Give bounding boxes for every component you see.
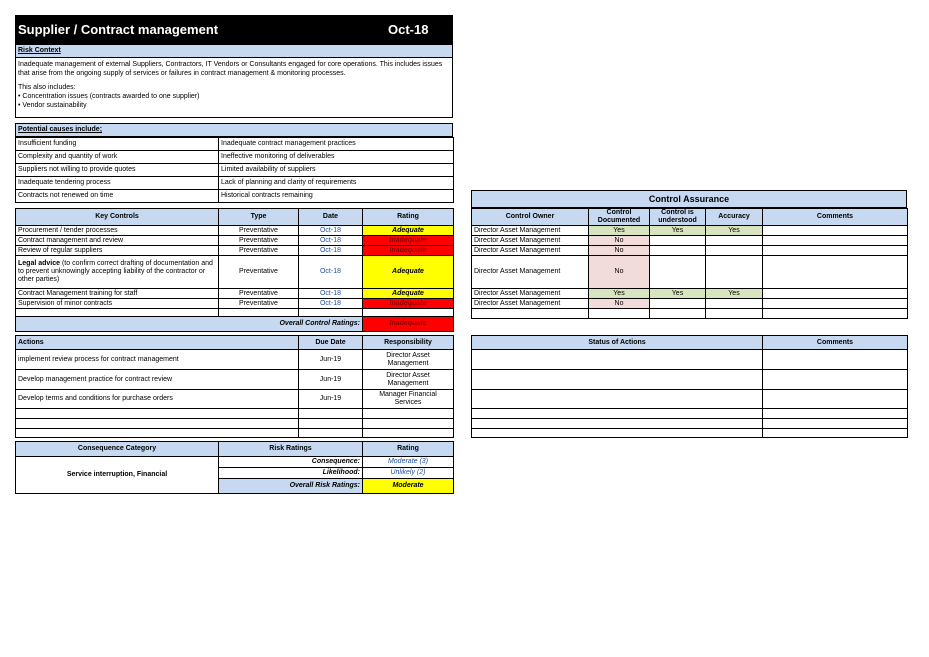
control-documented: No [589,256,650,289]
risk-context-bullet: • Vendor sustainability [18,102,87,109]
assurance-comment [763,226,908,236]
control-type: Preventative [219,289,299,299]
control-type: Preventative [219,236,299,246]
actions-table [15,335,454,438]
action-due-date: Jun-19 [299,390,363,409]
control-row [16,289,454,299]
control-understood [650,236,706,246]
empty-cell [16,419,299,429]
assurance-row [472,299,908,309]
causes-header [15,123,453,137]
col-actions: Actions [16,336,299,350]
col-status-of-actions: Status of Actions [472,336,763,350]
empty-cell [299,429,363,438]
empty-cell [16,409,299,419]
control-assurance-title: Control Assurance [471,190,907,208]
cause-cell: Inadequate contract management practices [219,138,454,151]
col-risk-ratings: Risk Ratings [219,442,363,457]
control-type: Preventative [219,256,299,289]
control-documented: No [589,236,650,246]
control-date: Oct-18 [299,226,363,236]
control-name: Review of regular suppliers [16,246,219,256]
assurance-comment [763,246,908,256]
col-key-controls: Key Controls [16,209,219,226]
col-control-owner: Control Owner [472,209,589,226]
control-row [16,236,454,246]
col-control-documented: Control Documented [589,209,650,226]
control-row [16,256,454,289]
empty-cell [472,309,589,319]
control-owner: Director Asset Management [472,226,589,236]
cause-cell: Lack of planning and clarity of requirements [219,177,454,190]
control-rating: Inadequate [363,246,454,256]
col-type: Type [219,209,299,226]
empty-cell [363,419,454,429]
status-cell [472,409,763,419]
control-owner: Director Asset Management [472,289,589,299]
risk-context-header [15,44,453,58]
control-date: Oct-18 [299,299,363,309]
control-owner: Director Asset Management [472,246,589,256]
status-table [471,335,908,438]
risk-context-text: Inadequate management of external Suppliers, Contractors, IT Vendors or Consultants engaged for core operations. This includes issues that arise from the ongoing supply of services or failures in contract management & monitoring processes. [18,61,443,77]
likelihood-label: Likelihood: [219,468,363,479]
control-name-bold: Legal advice [18,260,61,267]
action-text: Develop terms and conditions for purchase orders [16,390,299,409]
action-responsibility: Director Asset Management [363,370,454,390]
status-comment-cell [763,419,908,429]
overall-risk-value: Moderate [363,479,454,494]
control-documented: Yes [589,289,650,299]
action-due-date: Jun-19 [299,370,363,390]
control-owner: Director Asset Management [472,299,589,309]
control-accuracy [706,299,763,309]
cause-row [16,151,454,164]
causes-label: Potential causes include; [18,126,103,133]
assurance-row [472,236,908,246]
cause-cell: Historical contracts remaining [219,190,454,203]
risk-context-box [15,58,453,118]
col-responsibility: Responsibility [363,336,454,350]
control-understood: Yes [650,289,706,299]
status-comment-cell [763,390,908,409]
col-control-understood: Control is understood [650,209,706,226]
action-text: implement review process for contract management [16,350,299,370]
action-responsibility: Director Asset Management [363,350,454,370]
control-name: Procurement / tender processes [16,226,219,236]
empty-cell [363,409,454,419]
assurance-comment [763,299,908,309]
assurance-comment [763,289,908,299]
consequence-value: Moderate (3) [363,457,454,468]
cause-row [16,190,454,203]
control-rating: Adequate [363,256,454,289]
page-date: Oct-18 [388,22,429,37]
status-cell [472,390,763,409]
control-documented: No [589,246,650,256]
empty-cell [299,409,363,419]
empty-cell [16,429,299,438]
cause-cell: Limited availability of suppliers [219,164,454,177]
cause-row [16,164,454,177]
cause-cell: Inadequate tendering process [16,177,219,190]
cause-row [16,138,454,151]
page-title: Supplier / Contract management [18,22,219,37]
cause-cell: Insufficient funding [16,138,219,151]
control-date: Oct-18 [299,289,363,299]
empty-cell [299,419,363,429]
control-accuracy [706,236,763,246]
status-comment-cell [763,370,908,390]
action-row [16,370,454,390]
col-accuracy: Accuracy [706,209,763,226]
control-type: Preventative [219,226,299,236]
overall-risk-label: Overall Risk Ratings: [219,479,363,494]
cause-row [16,177,454,190]
causes-table [15,137,454,203]
control-date: Oct-18 [299,236,363,246]
control-date: Oct-18 [299,256,363,289]
control-rating: Inadequate [363,236,454,246]
control-rating: Adequate [363,226,454,236]
action-row-empty [16,419,454,429]
status-cell [472,429,763,438]
action-due-date: Jun-19 [299,350,363,370]
control-understood: Yes [650,226,706,236]
col-due-date: Due Date [299,336,363,350]
empty-cell [706,309,763,319]
overall-control-value: Inadequate [363,317,454,332]
controls-table [15,208,454,319]
control-type: Preventative [219,299,299,309]
control-understood [650,256,706,289]
cause-cell: Complexity and quantity of work [16,151,219,164]
control-accuracy [706,256,763,289]
overall-control-label: Overall Control Ratings: [16,317,363,332]
action-row-empty [16,409,454,419]
control-understood [650,299,706,309]
assurance-row [472,226,908,236]
action-text: Develop management practice for contract review [16,370,299,390]
control-row [16,299,454,309]
risk-context-bullet: • Concentration issues (contracts awarded to one supplier) [18,93,200,100]
col-status-comments: Comments [763,336,908,350]
control-documented: Yes [589,226,650,236]
control-rating: Adequate [363,289,454,299]
control-type: Preventative [219,246,299,256]
title-bar [15,15,453,44]
control-row [16,246,454,256]
status-cell [472,350,763,370]
control-name: Contract Management training for staff [16,289,219,299]
cause-cell: Ineffective monitoring of deliverables [219,151,454,164]
action-row [16,390,454,409]
assurance-row [472,289,908,299]
overall-control-table [15,316,454,332]
col-consequence-rating: Rating [363,442,454,457]
action-row-empty [16,429,454,438]
control-accuracy: Yes [706,289,763,299]
action-responsibility: Manager Financial Services [363,390,454,409]
control-name: Contract management and review [16,236,219,246]
control-owner: Director Asset Management [472,256,589,289]
consequence-label: Consequence: [219,457,363,468]
control-row [16,226,454,236]
status-comment-cell [763,350,908,370]
action-row [16,350,454,370]
risk-context-also: This also includes: [18,84,76,91]
control-accuracy: Yes [706,226,763,236]
control-owner: Director Asset Management [472,236,589,246]
control-date: Oct-18 [299,246,363,256]
assurance-comment [763,256,908,289]
assurance-comment [763,236,908,246]
assurance-row [472,246,908,256]
assurance-row [472,256,908,289]
control-documented: No [589,299,650,309]
cause-cell: Suppliers not willing to provide quotes [16,164,219,177]
col-date: Date [299,209,363,226]
control-accuracy [706,246,763,256]
control-name-detail: (to confirm correct drafting of documentation and to prevent unknowingly accepting liability of the contractor or other parties) [18,260,213,283]
status-cell [472,419,763,429]
empty-cell [650,309,706,319]
assurance-row-empty [472,309,908,319]
empty-cell [589,309,650,319]
cause-cell: Contracts not renewed on time [16,190,219,203]
control-understood [650,246,706,256]
consequence-category: Service interruption, Financial [16,457,219,494]
status-comment-cell [763,409,908,419]
control-rating: Inadequate [363,299,454,309]
consequence-table [15,441,454,494]
likelihood-value: Unlikely (2) [363,468,454,479]
control-name [16,256,219,289]
col-consequence-category: Consequence Category [16,442,219,457]
status-comment-cell [763,429,908,438]
empty-cell [363,429,454,438]
empty-cell [763,309,908,319]
col-comments: Comments [763,209,908,226]
status-cell [472,370,763,390]
risk-context-label: Risk Context [18,47,61,54]
col-rating: Rating [363,209,454,226]
assurance-table [471,208,908,319]
control-name: Supervision of minor contracts [16,299,219,309]
